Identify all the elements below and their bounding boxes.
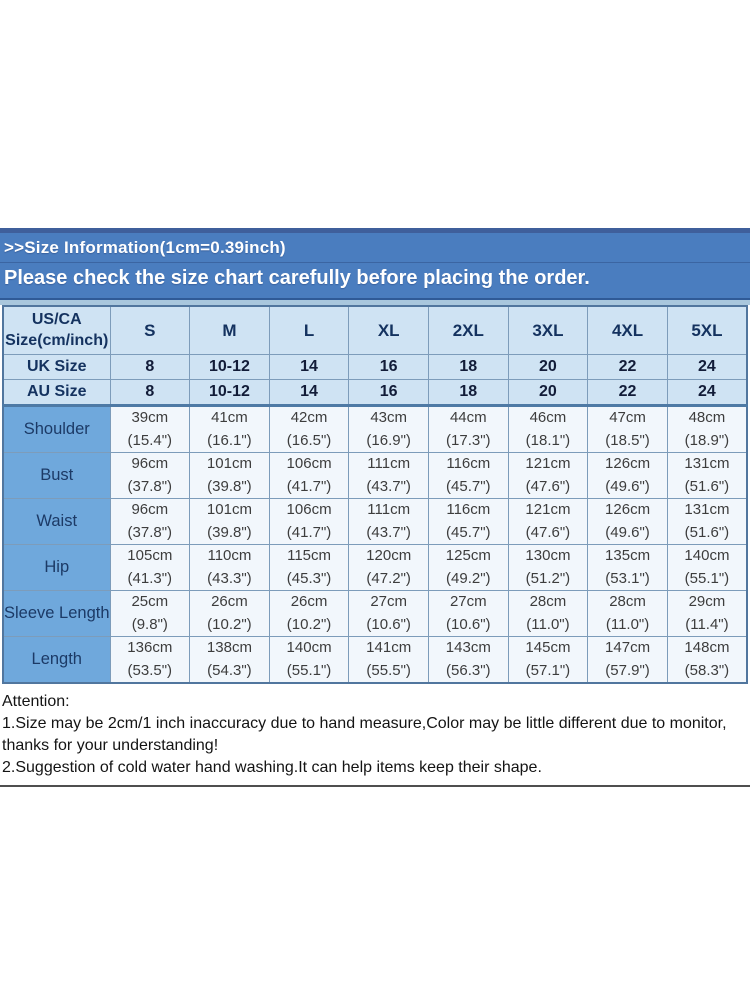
region-size-cell: 10-12 [190,380,270,406]
inch-value: (53.5") [127,661,173,679]
inch-value: (41.3") [127,569,173,587]
cm-value: 138cm [206,639,252,656]
inch-value: (15.4") [127,431,173,449]
banner-title: >>Size Information(1cm=0.39inch) [0,233,750,263]
inch-value: (49.2") [446,569,491,587]
cm-value: 116cm [446,501,491,518]
measurement-row-label: Length [3,637,110,684]
measurement-cell [110,637,190,684]
measurement-cell [190,499,270,545]
measurement-cell [190,453,270,499]
measurement-cell [508,499,588,545]
inch-value: (43.7") [366,477,411,495]
attention-title: Attention: [2,693,70,710]
cm-value: 42cm [290,409,328,426]
cm-value: 27cm [449,593,487,610]
inch-value: (58.3") [684,661,730,679]
measurement-cell [190,406,270,453]
measurement-cell [508,406,588,453]
inch-value: (57.9") [605,661,650,679]
measurement-cell [349,637,429,684]
region-size-cell: 14 [269,380,349,406]
size-column-header-m: M [190,306,270,355]
inch-value: (51.6") [684,523,730,541]
inch-value: (55.1") [286,661,332,679]
inch-value: (53.1") [605,569,650,587]
measurement-cell [667,637,747,684]
inch-value: (10.2") [207,615,252,633]
inch-value: (41.7") [286,477,332,495]
cm-value: 121cm [525,455,571,472]
size-column-header-s: S [110,306,190,355]
cm-value: 44cm [449,409,487,426]
measurement-cell [508,545,588,591]
cm-value: 140cm [286,639,332,656]
cm-value: 148cm [684,639,730,656]
measurement-cell [349,499,429,545]
cm-value: 115cm [287,547,332,564]
inch-value: (57.1") [525,661,571,679]
corner-line-2: Size(cm/inch) [5,331,109,349]
measurement-cell [588,453,668,499]
measurement-row [3,591,747,637]
cm-value: 116cm [446,455,491,472]
region-size-cell: 8 [110,355,190,380]
inch-value: (43.3") [207,569,252,587]
region-size-cell: 14 [269,355,349,380]
cm-value: 131cm [684,455,730,472]
inch-value: (56.3") [446,661,491,679]
cm-value: 48cm [688,409,726,426]
cm-value: 29cm [688,593,726,610]
corner-header [3,306,110,355]
measurement-cell [667,545,747,591]
cm-value: 126cm [605,455,651,472]
measurement-row [3,453,747,499]
inch-value: (11.0") [526,615,570,633]
inch-value: (17.3") [446,431,491,449]
inch-value: (47.2") [366,569,411,587]
cm-value: 145cm [525,639,571,656]
measurement-cell [269,591,349,637]
banner-table-divider [0,298,750,305]
inch-value: (37.8") [127,523,173,541]
measurement-cell [269,453,349,499]
measurement-cell [269,499,349,545]
region-size-cell: 8 [110,380,190,406]
size-column-header-2xl: 2XL [429,306,509,355]
measurement-cell [429,453,509,499]
inch-value: (49.6") [605,523,650,541]
measurement-cell [588,591,668,637]
attention-note-2: 2.Suggestion of cold water hand washing.It can help items keep their shape. [2,759,542,777]
cm-value: 27cm [370,593,408,610]
cm-value: 96cm [131,455,169,472]
cm-value: 126cm [605,501,651,518]
measurement-cell [588,499,668,545]
conversion-row [3,380,747,406]
inch-value: (43.7") [366,523,411,541]
cm-value: 143cm [445,639,491,656]
cm-value: 28cm [609,593,646,610]
measurement-cell [508,453,588,499]
inch-value: (18.1") [525,431,571,449]
region-size-cell: 24 [667,380,747,406]
measurement-cell [667,591,747,637]
attention-section [0,684,750,782]
measurement-cell [269,545,349,591]
inch-value: (39.8") [207,523,252,541]
inch-value: (18.9") [684,431,730,449]
region-size-row-label: AU Size [3,380,110,406]
size-column-header-xl: XL [349,306,429,355]
attention-note-1: 1.Size may be 2cm/1 inch inaccuracy due to hand measure,Color may be little different due to monitor, thanks for your understanding! [2,715,727,755]
cm-value: 136cm [127,639,173,656]
measurement-row-label: Waist [3,499,110,545]
inch-value: (45.3") [286,569,332,587]
region-size-cell: 20 [508,355,588,380]
inch-value: (37.8") [127,477,173,495]
inch-value: (45.7") [446,477,491,495]
region-size-cell: 16 [349,355,429,380]
cm-value: 26cm [290,593,328,610]
cm-value: 96cm [131,501,169,518]
cm-value: 130cm [525,547,571,564]
size-chart-body [3,306,747,683]
measurement-cell [667,406,747,453]
size-header-row [3,306,747,355]
top-whitespace [0,0,750,228]
region-size-cell: 20 [508,380,588,406]
inch-value: (49.6") [605,477,650,495]
cm-value: 111cm [367,501,411,518]
size-column-header-5xl: 5XL [667,306,747,355]
region-size-cell: 18 [429,380,509,406]
cm-value: 120cm [366,547,412,564]
measurement-row-label: Hip [3,545,110,591]
measurement-cell [429,637,509,684]
inch-value: (16.5") [286,431,332,449]
size-chart-table [2,305,748,684]
inch-value: (11.0") [605,615,650,633]
cm-value: 135cm [605,547,651,564]
inch-value: (47.6") [525,523,571,541]
measurement-row [3,499,747,545]
inch-value: (51.6") [684,477,730,495]
measurement-row [3,545,747,591]
measurement-cell [110,499,190,545]
cm-value: 106cm [286,501,332,518]
inch-value: (11.4") [685,615,729,633]
measurement-row-label: Shoulder [3,406,110,453]
measurement-cell [349,545,429,591]
region-size-cell: 10-12 [190,355,270,380]
cm-value: 111cm [367,455,411,472]
measurement-cell [269,406,349,453]
inch-value: (51.2") [525,569,571,587]
inch-value: (18.5") [605,431,650,449]
cm-value: 110cm [207,547,252,564]
inch-value: (55.1") [684,569,730,587]
measurement-row [3,406,747,453]
cm-value: 140cm [684,547,730,564]
measurement-cell [190,591,270,637]
cm-value: 131cm [684,501,730,518]
measurement-cell [110,545,190,591]
measurement-cell [110,406,190,453]
measurement-cell [588,406,668,453]
measurement-cell [429,545,509,591]
inch-value: (45.7") [446,523,491,541]
measurement-cell [588,637,668,684]
region-size-row-label: UK Size [3,355,110,380]
measurement-cell [349,453,429,499]
cm-value: 25cm [131,593,169,610]
cm-value: 47cm [609,409,646,426]
region-size-cell: 24 [667,355,747,380]
inch-value: (9.8") [131,615,168,633]
measurement-row-label: Sleeve Length [3,591,110,637]
measurement-cell [508,591,588,637]
measurement-cell [667,453,747,499]
cm-value: 28cm [529,593,567,610]
measurement-cell [110,453,190,499]
inch-value: (16.1") [207,431,252,449]
cm-value: 121cm [525,501,571,518]
measurement-cell [667,499,747,545]
cm-value: 105cm [127,547,173,564]
size-column-header-3xl: 3XL [508,306,588,355]
banner-subtitle: Please check the size chart carefully before placing the order. [4,267,590,289]
inch-value: (54.3") [207,661,252,679]
measurement-cell [190,637,270,684]
cm-value: 147cm [605,639,651,656]
measurement-row-label: Bust [3,453,110,499]
cm-value: 141cm [366,639,412,656]
measurement-cell [429,406,509,453]
measurement-cell [190,545,270,591]
cm-value: 41cm [211,409,248,426]
size-info-banner [0,228,750,298]
cm-value: 101cm [206,501,252,518]
region-size-cell: 18 [429,355,509,380]
region-size-cell: 22 [588,355,668,380]
measurement-cell [429,499,509,545]
measurement-row [3,637,747,684]
measurement-cell [508,637,588,684]
measurement-cell [349,591,429,637]
cm-value: 101cm [206,455,252,472]
measurement-cell [269,637,349,684]
inch-value: (10.6") [446,615,491,633]
inch-value: (39.8") [207,477,252,495]
corner-line-1: US/CA [31,310,82,328]
size-column-header-l: L [269,306,349,355]
cm-value: 26cm [211,593,248,610]
conversion-row [3,355,747,380]
cm-value: 106cm [286,455,332,472]
size-column-header-4xl: 4XL [588,306,668,355]
inch-value: (10.2") [286,615,332,633]
region-size-cell: 16 [349,380,429,406]
region-size-cell: 22 [588,380,668,406]
inch-value: (55.5") [366,661,411,679]
measurement-cell [429,591,509,637]
inch-value: (47.6") [525,477,571,495]
cm-value: 46cm [529,409,567,426]
cm-value: 39cm [131,409,169,426]
bottom-rule [0,785,750,787]
measurement-cell [110,591,190,637]
measurement-cell [349,406,429,453]
inch-value: (16.9") [366,431,411,449]
inch-value: (41.7") [286,523,332,541]
inch-value: (10.6") [366,615,411,633]
cm-value: 43cm [370,409,408,426]
measurement-cell [588,545,668,591]
cm-value: 125cm [445,547,491,564]
